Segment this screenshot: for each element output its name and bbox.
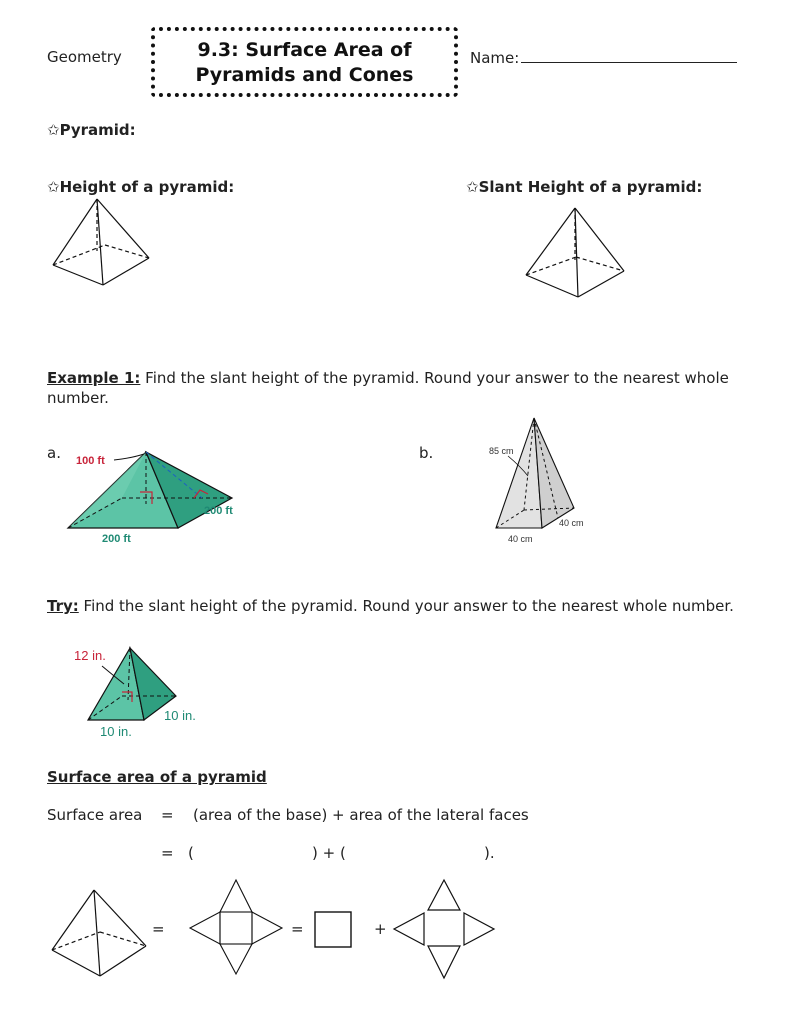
pyramid-label: Pyramid: [59,121,136,139]
lateral-faces [392,876,498,982]
base-square [314,911,354,949]
try-pyramid [68,640,218,745]
pyramid-height-diagram [45,195,155,295]
part-b-label: b. [419,444,434,462]
try-label: Try: [47,597,79,615]
star-icon: ✩ [47,178,60,196]
try-base-label: 10 in. [100,724,132,739]
surface-area-formula: (area of the base) + area of the lateral faces [193,806,529,824]
example1b-side-label: 40 cm [559,518,584,528]
example1-prompt-line2: number. [47,389,109,407]
surface-area-term: Surface area [47,806,143,824]
try-prompt-text: Find the slant height of the pyramid. Round your answer to the nearest whole number. [78,597,734,615]
height-label: Height of a pyramid: [59,178,235,196]
example1-prompt [47,368,729,408]
title-line-2: Pyramids and Cones [195,64,414,86]
example1b-pyramid [484,412,594,547]
example1a-pyramid [62,440,252,550]
example1b-height-label: 85 cm [489,446,514,456]
blank-close: ). [484,844,495,862]
part-a-label: a. [47,444,61,462]
surface-area-heading: Surface area of a pyramid [47,768,267,786]
title-line-1: 9.3: Surface Area of [197,39,412,61]
name-field [470,48,737,67]
try-side-label: 10 in. [164,708,196,723]
course-label: Geometry [47,48,122,66]
example1-label: Example 1: [47,369,141,387]
pyramid-slant-height-diagram [520,205,630,305]
slant-height-definition [466,178,702,196]
example1b-base-label: 40 cm [508,534,533,544]
pyramid-net [188,878,284,976]
name-blank-line [521,48,737,63]
pyramid-definition [47,121,136,139]
try-prompt [47,597,734,615]
example1a-base-label: 200 ft [102,533,131,545]
example1a-height-label: 100 ft [76,455,105,467]
net-equals-2: = [291,920,304,938]
surface-area-equals: = [161,806,174,824]
name-label: Name: [470,49,520,67]
example1-prompt-line1: Find the slant height of the pyramid. Round your answer to the nearest whole [140,369,729,387]
pyramid-sketch [44,884,156,984]
star-icon: ✩ [47,121,60,139]
surface-area-equals-2: = [161,844,174,862]
title-box [151,27,458,97]
example1a-side-label: 200 ft [204,505,233,517]
blank-mid: ) + ( [312,844,346,862]
slant-height-label: Slant Height of a pyramid: [478,178,703,196]
net-plus: + [374,920,387,938]
try-height-label: 12 in. [74,648,106,663]
star-icon: ✩ [466,178,479,196]
height-definition [47,178,234,196]
net-equals-1: = [152,920,165,938]
blank-open-paren: ( [188,844,194,862]
